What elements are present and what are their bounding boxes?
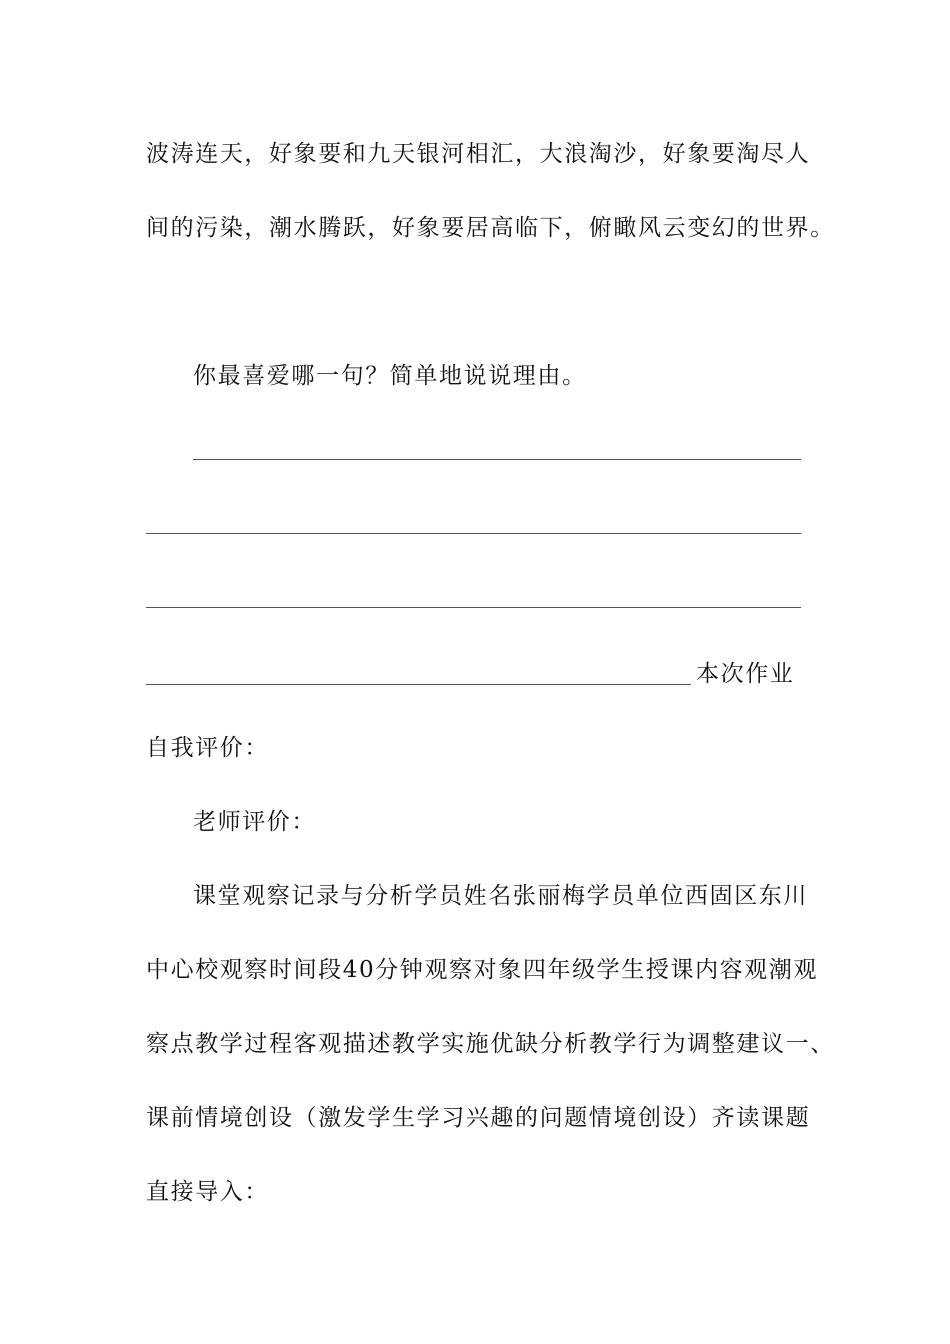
- paragraph2-line5: 直接导入：: [146, 1179, 269, 1205]
- paragraph2-line2: 中心校观察时间段40分钟观察对象四年级学生授课内容观潮观: [146, 957, 819, 983]
- question-prompt: 你最喜爱哪一句？简单地说说理由。: [193, 363, 587, 389]
- answer-line-2: [146, 533, 801, 534]
- answer-line-4: [146, 684, 691, 685]
- paragraph1-line2: 间的污染，潮水腾跃，好象要居高临下，俯瞰风云变幻的世界。: [146, 215, 835, 241]
- paragraph2-line1: 课堂观察记录与分析学员姓名张丽梅学员单位西固区东川: [193, 883, 808, 909]
- answer-line-1: [193, 459, 801, 460]
- paragraph1-line1: 波涛连天，好象要和九天银河相汇，大浪淘沙，好象要淘尽人: [146, 141, 811, 167]
- paragraph2-line3: 察点教学过程客观描述教学实施优缺分析教学行为调整建议一、: [146, 1031, 835, 1057]
- teacher-evaluation-label: 老师评价：: [193, 809, 316, 835]
- self-evaluation-label: 自我评价：: [146, 735, 269, 761]
- homework-label: 本次作业: [696, 661, 795, 687]
- answer-line-3: [146, 607, 801, 608]
- paragraph2-line4: 课前情境创设（激发学生学习兴趣的问题情境创设）齐读课题: [146, 1105, 811, 1131]
